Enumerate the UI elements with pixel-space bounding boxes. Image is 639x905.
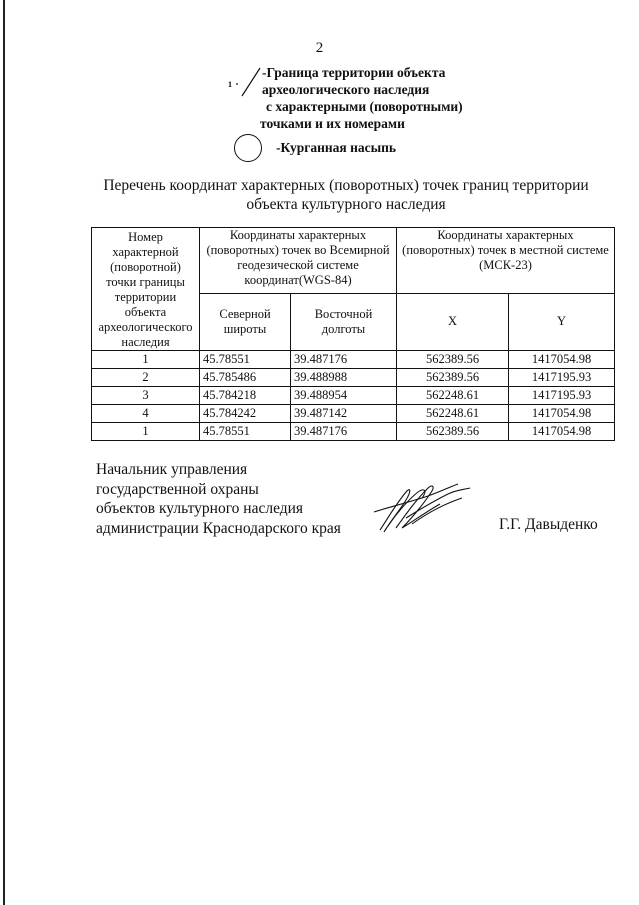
signatory-position-line: администрации Краснодарского края <box>96 519 341 537</box>
cell-x: 562248.61 <box>397 387 509 405</box>
cell-x: 562389.56 <box>397 423 509 441</box>
table-row <box>92 405 615 423</box>
cell-latitude: 45.78551 <box>200 423 291 441</box>
legend-boundary-line: археологического наследия <box>262 82 430 97</box>
header-point-number: Номер характерной (поворотной) точки границы территории объекта археологического наследия <box>92 228 200 351</box>
table-title <box>96 176 596 214</box>
header-latitude: Северной широты <box>200 293 291 350</box>
cell-point-number: 3 <box>92 387 200 405</box>
page-number: 2 <box>315 40 324 56</box>
cell-x: 562389.56 <box>397 351 509 369</box>
header-msk23: Координаты характерных (поворотных) точек в местной системе (МСК-23) <box>397 228 615 294</box>
legend-boundary-line: -Граница территории объекта <box>262 65 446 80</box>
cell-point-number: 2 <box>92 369 200 387</box>
header-x: X <box>397 293 509 350</box>
handwritten-signature-icon <box>366 478 476 538</box>
cell-y: 1417195.93 <box>509 369 615 387</box>
legend-boundary-line: с характерными (поворотными) <box>266 99 463 114</box>
table-row <box>92 387 615 405</box>
boundary-line-symbol-icon <box>226 66 262 98</box>
table-header-row <box>92 228 615 294</box>
cell-latitude: 45.785486 <box>200 369 291 387</box>
cell-y: 1417054.98 <box>509 423 615 441</box>
header-longitude: Восточной долготы <box>291 293 397 350</box>
cell-latitude: 45.784218 <box>200 387 291 405</box>
cell-y: 1417054.98 <box>509 405 615 423</box>
cell-point-number: 4 <box>92 405 200 423</box>
cell-x: 562248.61 <box>397 405 509 423</box>
cell-longitude: 39.488954 <box>291 387 397 405</box>
cell-longitude: 39.487176 <box>291 351 397 369</box>
cell-latitude: 45.784242 <box>200 405 291 423</box>
table-title-line: объекта культурного наследия <box>246 196 446 213</box>
cell-x: 562389.56 <box>397 369 509 387</box>
cell-longitude: 39.487176 <box>291 423 397 441</box>
cell-longitude: 39.488988 <box>291 369 397 387</box>
signatory-position-line: объектов культурного наследия <box>96 500 304 517</box>
signatory-position <box>96 460 341 538</box>
coordinates-table <box>91 227 615 441</box>
legend-mound-label: -Курганная насыпь <box>276 140 397 155</box>
legend-boundary-description <box>262 64 463 132</box>
table-title-line: Перечень координат характерных (поворотных) точек границ территории <box>103 177 589 194</box>
signatory-position-line: Начальник управления <box>96 461 248 478</box>
legend-boundary-line: точками и их номерами <box>260 116 405 131</box>
cell-y: 1417195.93 <box>509 387 615 405</box>
page-left-border <box>3 0 5 905</box>
signatory-name: Г.Г. Давыденко <box>499 516 598 533</box>
header-y: Y <box>509 293 615 350</box>
cell-point-number: 1 <box>92 351 200 369</box>
table-row <box>92 369 615 387</box>
table-row <box>92 351 615 369</box>
table-row <box>92 423 615 441</box>
cell-longitude: 39.487142 <box>291 405 397 423</box>
mound-circle-icon <box>234 134 262 162</box>
cell-latitude: 45.78551 <box>200 351 291 369</box>
boundary-point-marker-label: 1 <box>228 80 232 89</box>
signatory-position-line: государственной охраны <box>96 480 259 498</box>
cell-y: 1417054.98 <box>509 351 615 369</box>
cell-point-number: 1 <box>92 423 200 441</box>
header-wgs84: Координаты характерных (поворотных) точек во Всемирной геодезической системе координат(WGS-84) <box>200 228 397 294</box>
